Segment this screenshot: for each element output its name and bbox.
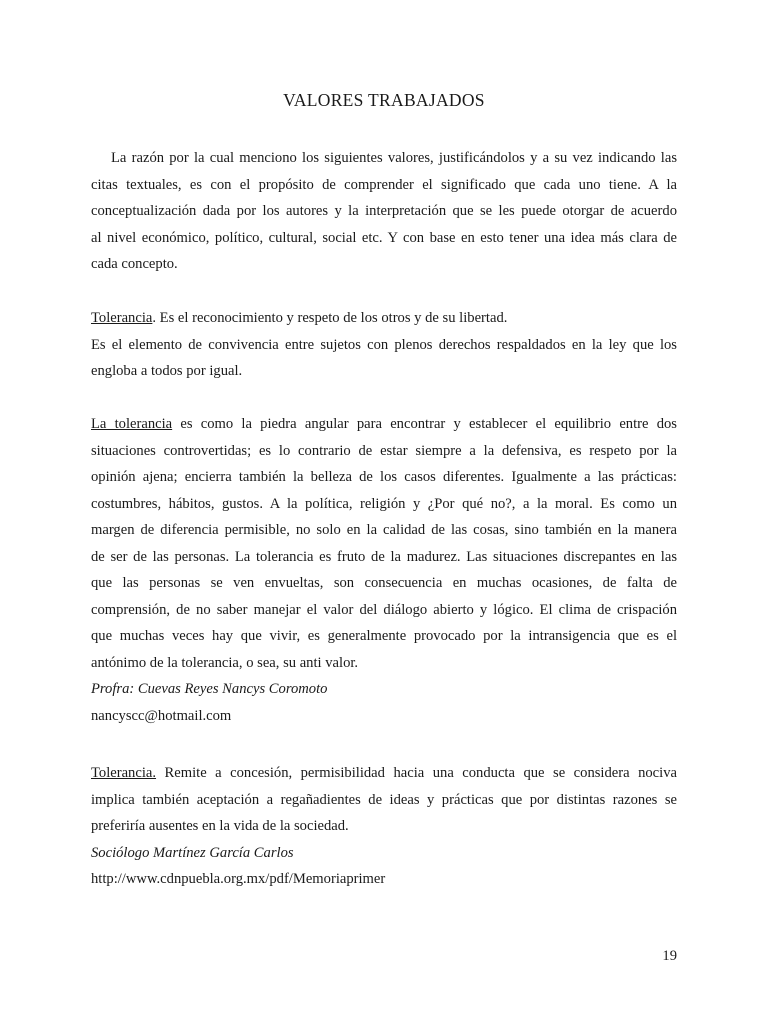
intro-paragraph [91, 145, 677, 278]
definition-2-line: margen de diferencia permisible, no solo en la calidad de las cosas, sino también en la manera [91, 522, 677, 538]
definition-3-source-url[interactable]: http://www.cdnpuebla.org.mx/pdf/Memoriaprimer [91, 871, 386, 887]
intro-line: al nivel económico, político, cultural, social etc. Y con base en esto tener una idea más clara de [91, 229, 677, 246]
definition-1-text: . Es el reconocimiento y respeto de los otros y de su libertad. [152, 310, 508, 326]
definition-2-text: es como la piedra angular para encontrar y establecer el equilibrio entre dos [172, 416, 677, 432]
definition-2-line: situaciones controvertidas; es lo contrario de estar siempre a la defensiva, es respeto por la [91, 442, 677, 459]
definition-2 [91, 411, 677, 729]
definition-1-line: Es el elemento de convivencia entre sujetos con plenos derechos respaldados en la ley que los [91, 336, 677, 353]
definition-2-line: costumbres, hábitos, gustos. A la política, religión y ¿Por qué no?, a la moral. Es como un [91, 495, 677, 512]
definition-3-author: Sociólogo Martínez García Carlos [91, 844, 294, 861]
definition-2-line: antónimo de la tolerancia, o sea, su anti valor. [91, 654, 359, 671]
intro-line: La razón por la cual menciono los siguientes valores, justificándolos y a su vez indicando las [111, 150, 677, 166]
definition-2-author: Profra: Cuevas Reyes Nancys Coromoto [91, 681, 328, 697]
intro-line: cada concepto. [91, 256, 178, 272]
definition-1 [91, 305, 677, 385]
definition-1-term: Tolerancia [91, 310, 153, 326]
page-title: VALORES TRABAJADOS [283, 90, 485, 110]
definition-3-first-line [91, 760, 677, 787]
definition-1-first-line [91, 305, 677, 332]
definition-2-source-email[interactable]: nancyscc@hotmail.com [91, 707, 232, 724]
definition-2-line: comprensión, de no saber manejar el valor del diálogo abierto y lógico. El clima de crispación [91, 601, 677, 618]
definition-2-line: opinión ajena; encierra también la belleza de los casos diferentes. Igualmente a las prácticas: [91, 469, 677, 485]
intro-line: citas textuales, es con el propósito de comprender el significado que cada uno tiene. A la [91, 176, 677, 193]
definition-3-line: implica también aceptación a regañadientes de ideas y prácticas que por distintas razones se [91, 791, 677, 808]
intro-line: conceptualización dada por los autores y la interpretación que se les puede otorgar de acuerdo [91, 203, 677, 219]
definition-3-text: Remite a concesión, permisibilidad hacia una conducta que se considera nociva [156, 765, 677, 781]
page-number: 19 [662, 948, 677, 964]
definition-2-line: que las personas se ven envueltas, son consecuencia en muchas ocasiones, de falta de [91, 575, 677, 591]
definition-2-line: de ser de las personas. La tolerancia es fruto de la madurez. Las situaciones discrepantes en las [91, 548, 677, 565]
definition-3 [91, 760, 677, 893]
definition-2-line: que muchas veces hay que vivir, es generalmente provocado por la intransigencia que es el [91, 628, 677, 644]
definition-2-term: La tolerancia [91, 416, 173, 432]
definition-3-term: Tolerancia. [91, 765, 157, 781]
definition-3-line: preferiría ausentes en la vida de la sociedad. [91, 818, 349, 834]
definition-2-first-line [91, 411, 677, 438]
definition-1-line: engloba a todos por igual. [91, 363, 243, 379]
